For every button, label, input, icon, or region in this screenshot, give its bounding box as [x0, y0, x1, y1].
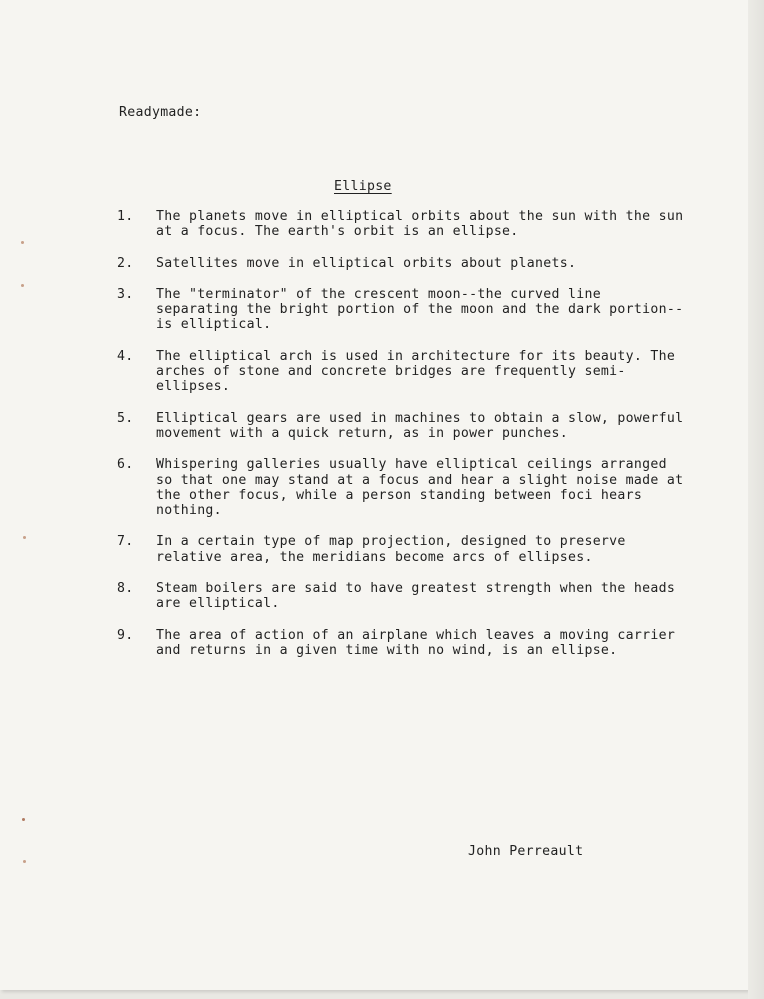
readymade-label: Readymade:: [119, 105, 202, 120]
item-number: 9.: [117, 627, 134, 643]
item-number: 6.: [117, 457, 134, 473]
page-edge: [748, 0, 764, 999]
item-text: The planets move in elliptical orbits about the sun with the sun at a focus. The earth's orbit is an ellipse.: [156, 209, 684, 240]
item-text: Steam boilers are said to have greatest strength when the heads are elliptical.: [156, 581, 676, 612]
list-item: [117, 287, 687, 333]
author-signature: John Perreault: [468, 844, 584, 859]
item-number: 8.: [117, 581, 134, 597]
item-text: In a certain type of map projection, designed to preserve relative area, the meridians become arcs of ellipses.: [156, 534, 626, 565]
item-text: Elliptical gears are used in machines to obtain a slow, powerful movement with a quick return, as in power punches.: [156, 410, 684, 441]
list-item: [117, 256, 687, 271]
paper-speck: [23, 536, 26, 539]
item-number: 2.: [117, 255, 134, 271]
ellipse-examples-list: [117, 209, 687, 674]
paper-speck: [22, 818, 25, 821]
item-number: 5.: [117, 410, 134, 426]
item-text: The elliptical arch is used in architecture for its beauty. The arches of stone and concrete bridges are frequently semi-ellipses.: [156, 348, 676, 395]
list-item: [117, 349, 687, 395]
item-text: Whispering galleries usually have elliptical ceilings arranged so that one may stand at a focus and hear a slight noise made at the other focus, while a person standing between foci hears nothing.: [156, 457, 684, 519]
list-item: [117, 628, 687, 659]
list-item: [117, 209, 687, 240]
list-item: [117, 581, 687, 612]
page-title: Ellipse: [334, 179, 392, 194]
item-number: 7.: [117, 534, 134, 550]
item-text: The "terminator" of the crescent moon--the curved line separating the bright portion of the moon and the dark portion--is elliptical.: [156, 286, 684, 333]
item-text: The area of action of an airplane which leaves a moving carrier and returns in a given time with no wind, is an ellipse.: [156, 627, 676, 658]
item-number: 4.: [117, 348, 134, 364]
list-item: [117, 411, 687, 442]
list-item: [117, 457, 687, 518]
item-number: 3.: [117, 286, 134, 302]
paper-speck: [23, 860, 26, 863]
item-text: Satellites move in elliptical orbits about planets.: [156, 255, 577, 271]
list-item: [117, 534, 687, 565]
paper-speck: [21, 284, 24, 287]
item-number: 1.: [117, 209, 134, 224]
paper-speck: [21, 241, 24, 244]
